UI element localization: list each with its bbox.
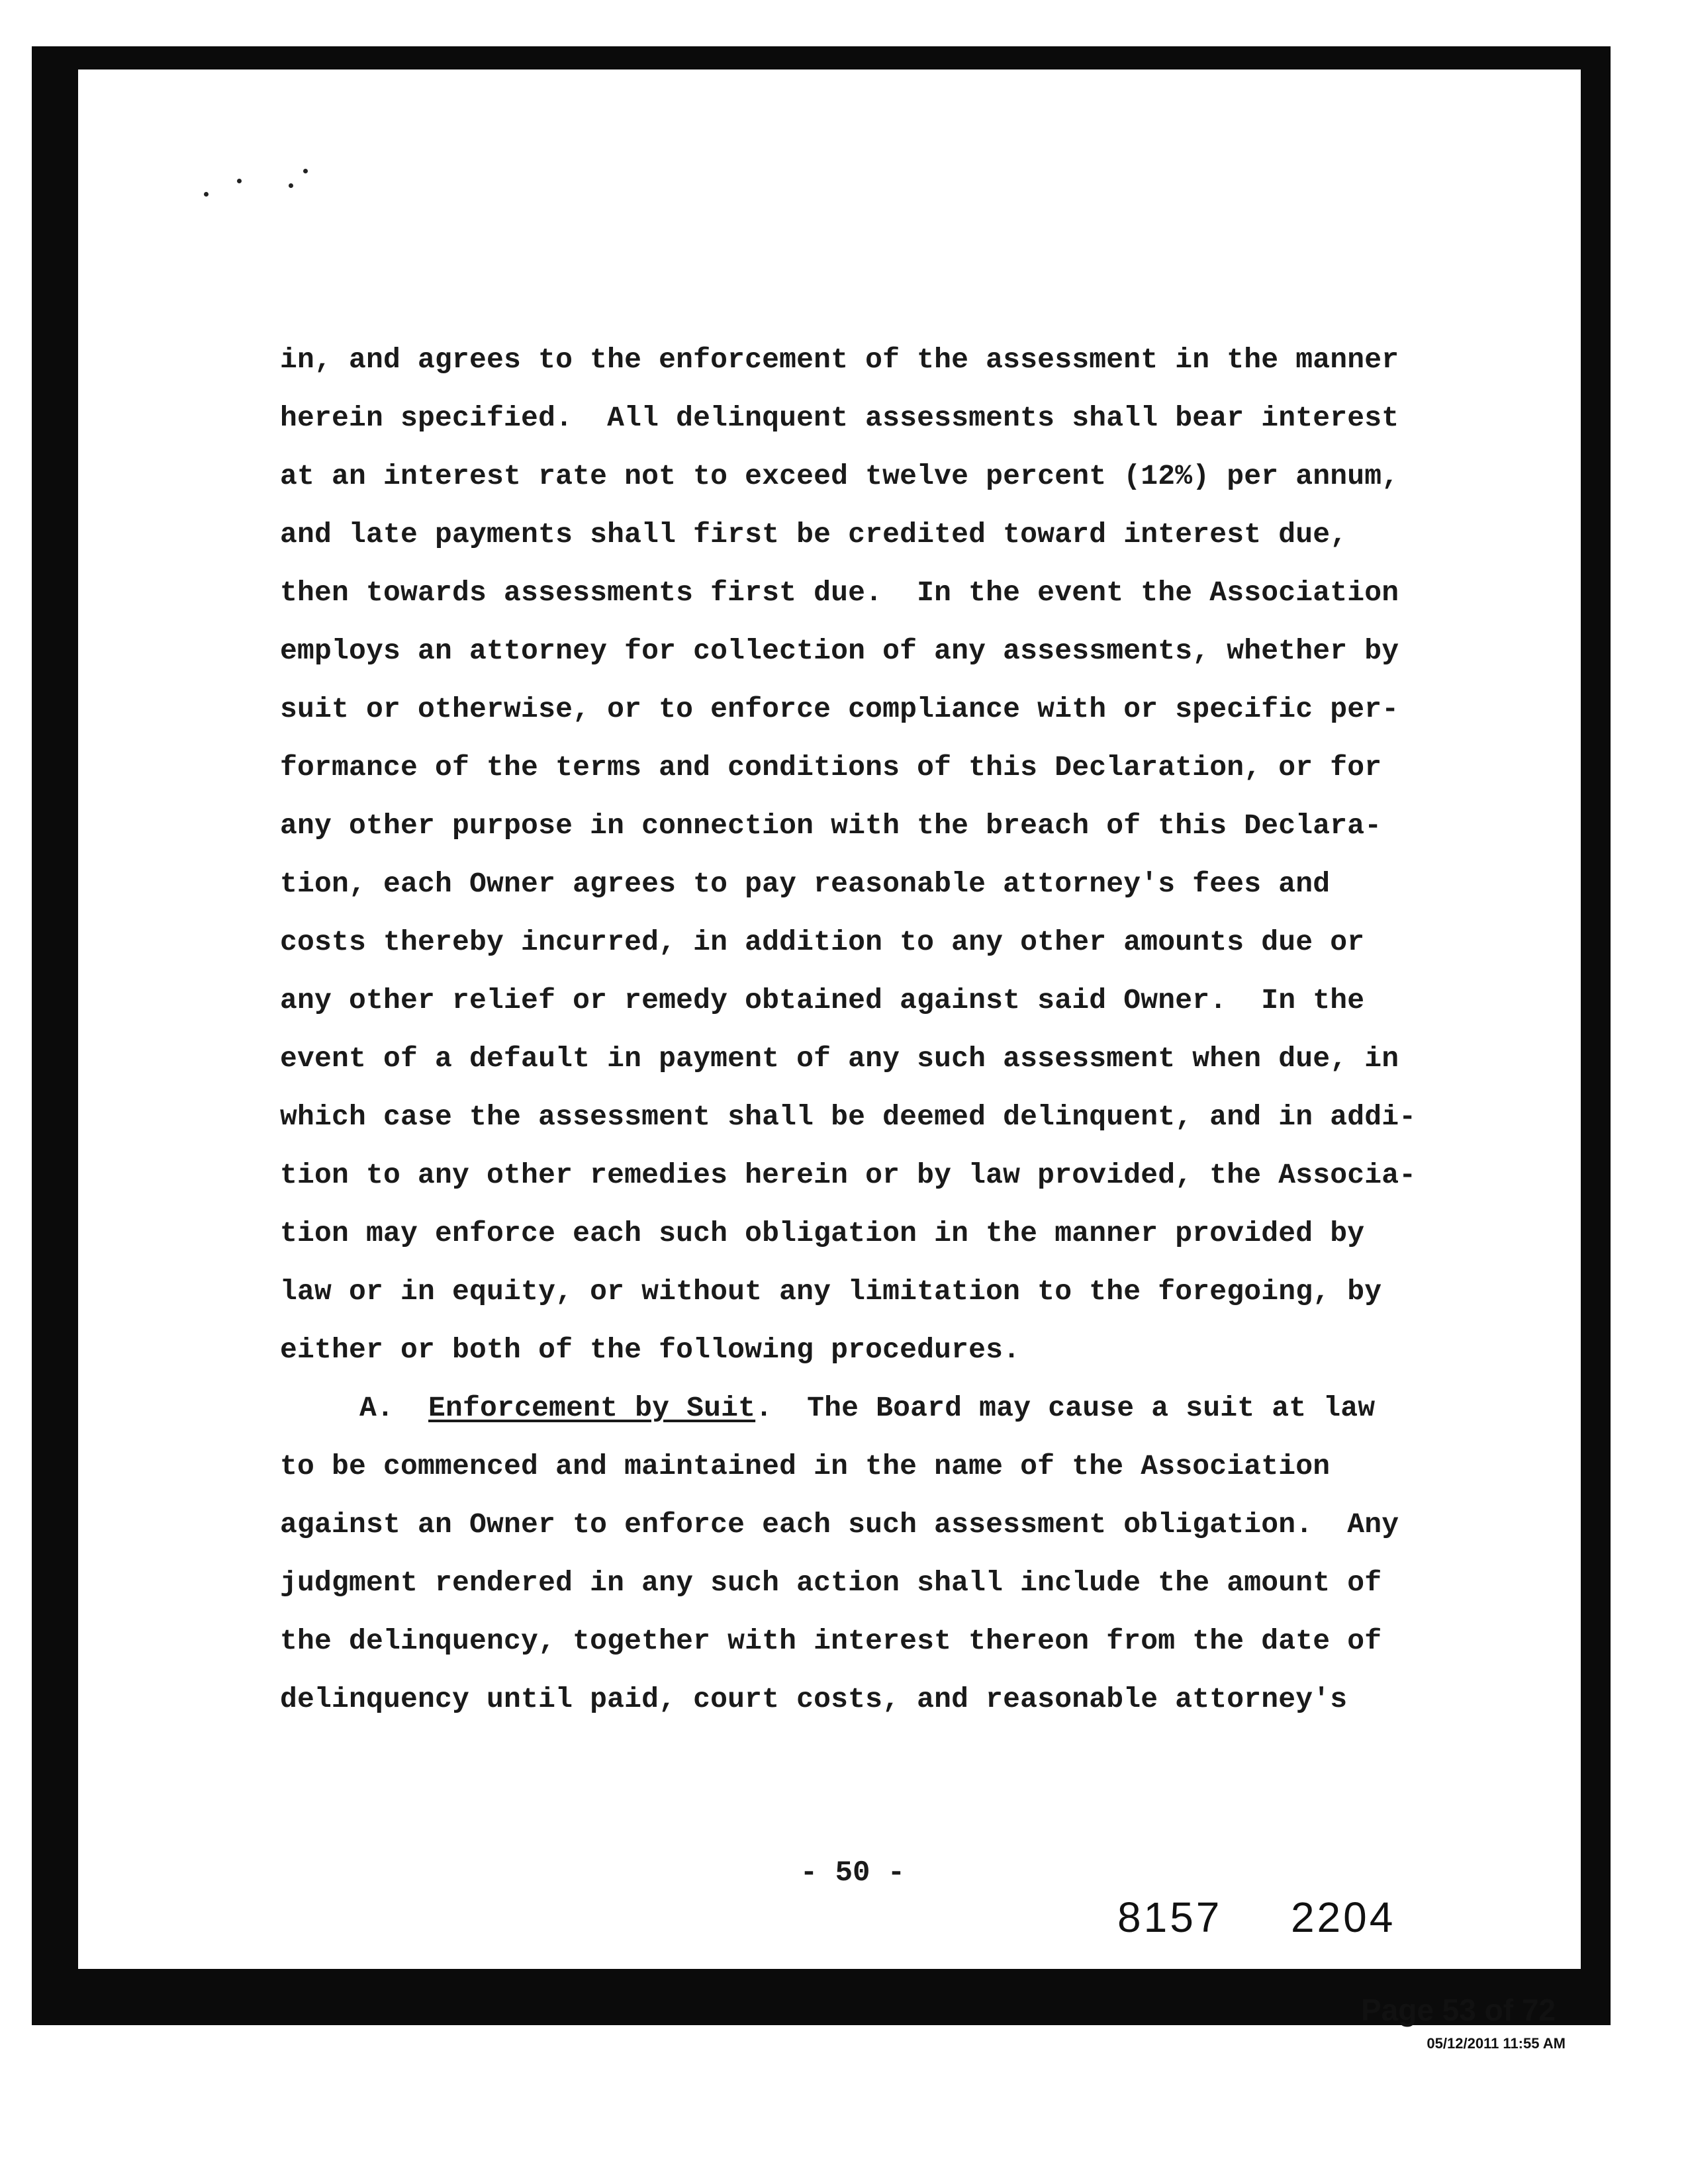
book-page-stamp: 8157 2204 [1117, 1893, 1396, 1941]
text-line: then towards assessments first due. In the event the Association [280, 576, 1399, 609]
text-line: in, and agrees to the enforcement of the assessment in the manner [280, 343, 1399, 376]
text-line: event of a default in payment of any such assessment when due, in [280, 1042, 1399, 1075]
text-line: herein specified. All delinquent assessments shall bear interest [280, 402, 1399, 434]
text-line: to be commenced and maintained in the name of the Association [280, 1450, 1331, 1482]
section-a-first-line [280, 1379, 1491, 1437]
scan-frame [32, 46, 1611, 2025]
text-line: tion to any other remedies herein or by law provided, the Associa- [280, 1159, 1417, 1191]
text-line: judgment rendered in any such action shall include the amount of [280, 1567, 1382, 1599]
text-line: costs thereby incurred, in addition to any other amounts due or [280, 926, 1365, 958]
text-line: formance of the terms and conditions of this Declaration, or for [280, 751, 1382, 784]
text-line: the delinquency, together with interest thereon from the date of [280, 1625, 1382, 1657]
print-timestamp: 05/12/2011 11:55 AM [1427, 2035, 1566, 2052]
section-heading: Enforcement by Suit [428, 1392, 756, 1424]
scan-speck [289, 183, 293, 188]
page-number: - 50 - [800, 1856, 906, 1889]
text-line: law or in equity, or without any limitation to the foregoing, by [280, 1275, 1382, 1308]
section-marker: A. [359, 1392, 395, 1424]
section-a-first-line-rest: . The Board may cause a suit at law [755, 1392, 1376, 1424]
text-line: suit or otherwise, or to enforce compliance with or specific per- [280, 693, 1399, 725]
scanned-page [78, 69, 1581, 1969]
scan-speck [303, 169, 308, 173]
text-line: any other relief or remedy obtained against said Owner. In the [280, 984, 1365, 1017]
document-body [280, 331, 1491, 1729]
scan-speck [204, 192, 209, 197]
text-line: either or both of the following procedures. [280, 1334, 1021, 1366]
text-line: employs an attorney for collection of any assessments, whether by [280, 635, 1399, 667]
text-line: and late payments shall first be credited toward interest due, [280, 518, 1348, 551]
text-line: tion may enforce each such obligation in the manner provided by [280, 1217, 1365, 1250]
page-of-label: Page 53 of 72 [1360, 1993, 1556, 2027]
text-line: at an interest rate not to exceed twelve percent (12%) per annum, [280, 460, 1399, 492]
text-line: against an Owner to enforce each such assessment obligation. Any [280, 1508, 1399, 1541]
scan-speck [237, 179, 242, 183]
text-line: any other purpose in connection with the breach of this Declara- [280, 809, 1382, 842]
text-line: delinquency until paid, court costs, and reasonable attorney's [280, 1683, 1348, 1715]
text-line: tion, each Owner agrees to pay reasonable attorney's fees and [280, 868, 1331, 900]
text-line: which case the assessment shall be deemed delinquent, and in addi- [280, 1101, 1417, 1133]
